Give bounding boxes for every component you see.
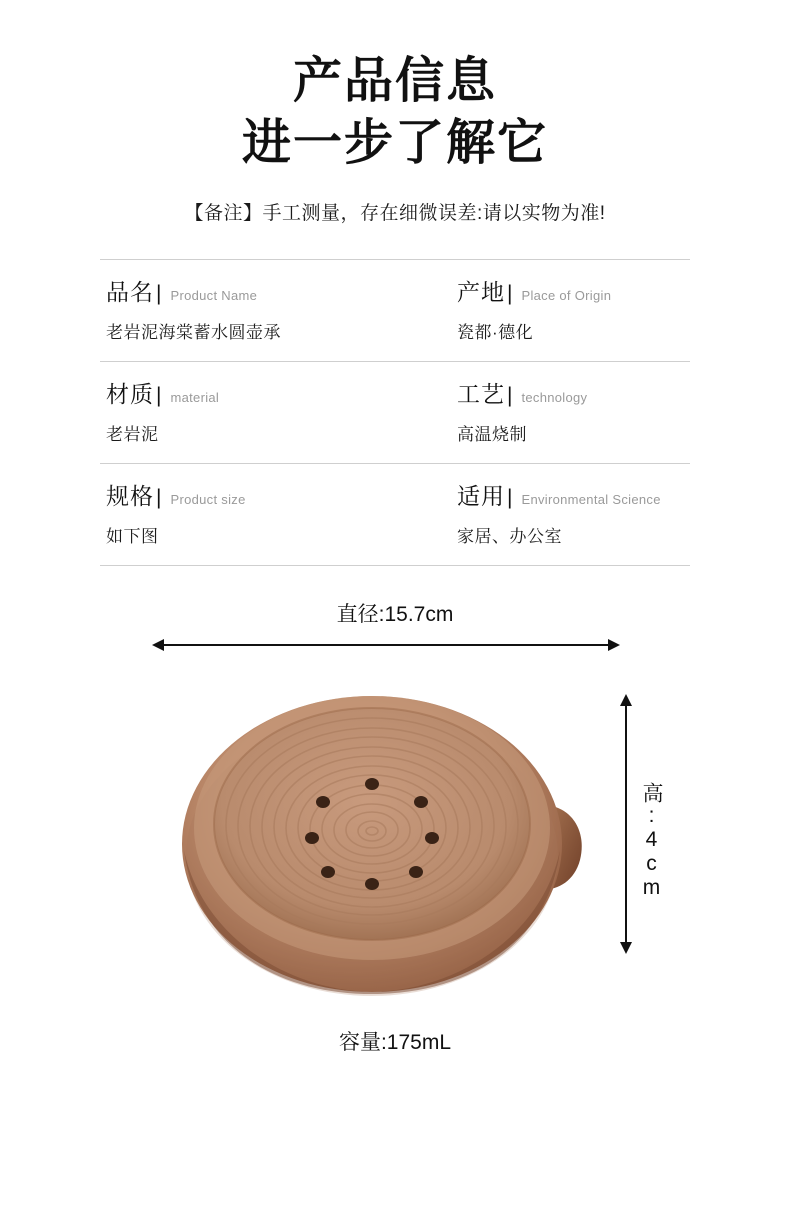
spec-divider: | bbox=[507, 383, 513, 407]
spec-divider: | bbox=[156, 383, 162, 407]
table-row bbox=[100, 259, 690, 362]
spec-label bbox=[106, 376, 395, 409]
table-row bbox=[100, 362, 690, 464]
capacity-label: 容量:175mL bbox=[338, 1030, 452, 1054]
spec-label bbox=[457, 376, 690, 409]
spec-label-en: Product Name bbox=[170, 287, 258, 303]
spec-value: 高温烧制 bbox=[457, 424, 527, 444]
spec-cell-place-of-origin bbox=[395, 274, 690, 343]
spec-divider: | bbox=[507, 485, 513, 509]
spec-cell-product-size bbox=[100, 478, 395, 547]
spec-label-cn: 品名 bbox=[106, 278, 154, 305]
spec-cell-environment bbox=[395, 478, 690, 547]
spec-label-en: material bbox=[170, 389, 220, 405]
product-image-teapot-tray bbox=[176, 678, 606, 998]
page-title-line-2: 进一步了解它 bbox=[241, 114, 548, 170]
spec-label-en: Product size bbox=[170, 491, 246, 507]
product-figure bbox=[0, 594, 790, 1054]
spec-cell-material bbox=[100, 376, 395, 445]
spec-value: 瓷都·德化 bbox=[457, 322, 534, 342]
spec-label bbox=[106, 478, 395, 511]
spec-label-en: Environmental Science bbox=[521, 491, 661, 507]
spec-table bbox=[100, 259, 690, 566]
spec-label-en: technology bbox=[521, 389, 588, 405]
height-label: 高:4cm bbox=[640, 781, 663, 900]
diameter-arrow-icon bbox=[152, 638, 620, 650]
spec-value: 如下图 bbox=[106, 526, 159, 546]
spec-cell-product-name bbox=[100, 274, 395, 343]
spec-label bbox=[457, 274, 690, 307]
spec-label-cn: 适用 bbox=[457, 482, 505, 509]
spec-label-cn: 工艺 bbox=[457, 380, 505, 407]
measurement-note: 【备注】手工测量，存在细微误差:请以实物为准! bbox=[184, 202, 606, 224]
spec-cell-technology bbox=[395, 376, 690, 445]
spec-label bbox=[457, 478, 690, 511]
spec-divider: | bbox=[156, 281, 162, 305]
spec-label-cn: 材质 bbox=[106, 380, 154, 407]
spec-label-cn: 产地 bbox=[457, 278, 505, 305]
spec-label-cn: 规格 bbox=[106, 482, 154, 509]
spec-label bbox=[106, 274, 395, 307]
spec-divider: | bbox=[507, 281, 513, 305]
title-block bbox=[0, 0, 790, 225]
spec-divider: | bbox=[156, 485, 162, 509]
spec-label-en: Place of Origin bbox=[521, 287, 612, 303]
diameter-label: 直径:15.7cm bbox=[336, 602, 454, 626]
spec-value: 老岩泥 bbox=[106, 424, 159, 444]
height-arrow-icon bbox=[620, 694, 632, 954]
page-title-line-1: 产品信息 bbox=[292, 53, 497, 108]
spec-value: 家居、办公室 bbox=[457, 526, 562, 546]
table-row bbox=[100, 464, 690, 566]
spec-value: 老岩泥海棠蓄水圆壶承 bbox=[106, 322, 281, 342]
